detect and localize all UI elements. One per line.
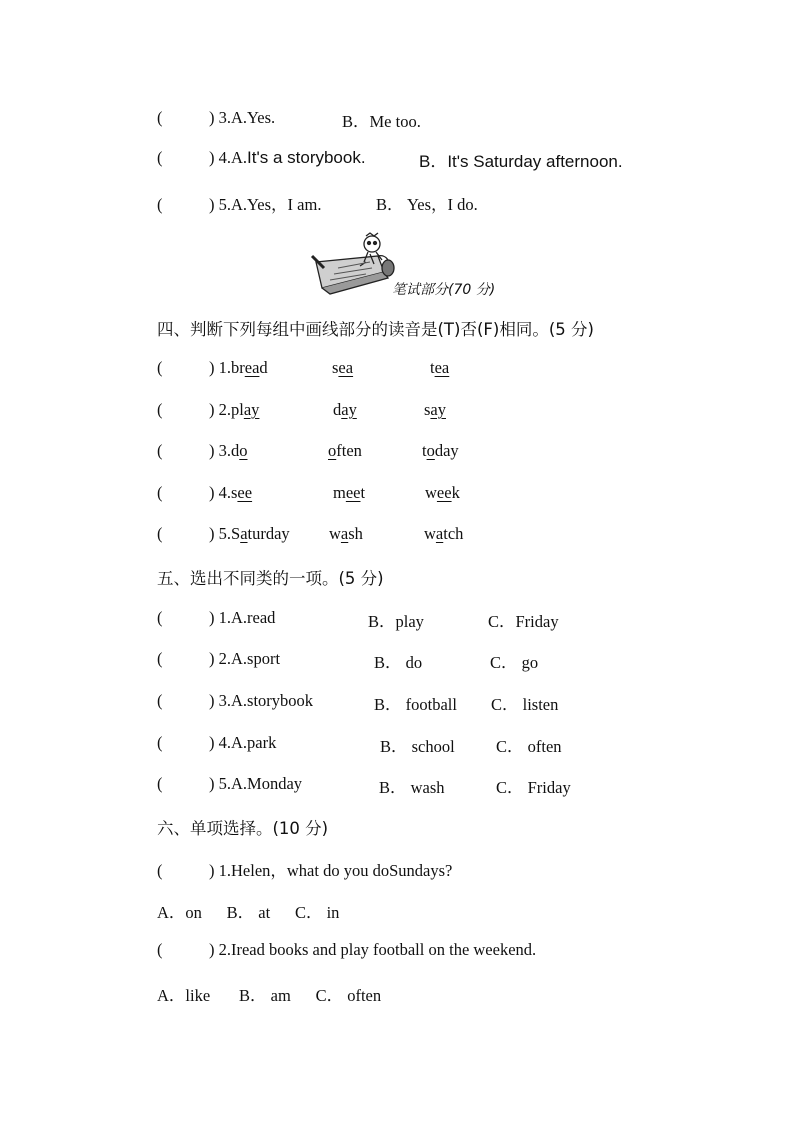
word-part: tch: [443, 524, 464, 543]
word-part: t: [360, 483, 366, 502]
option-c: C．Friday: [488, 612, 559, 631]
section-6-options-2: A．like B． am C． often: [157, 986, 382, 1005]
answer-blank[interactable]: (: [157, 441, 163, 460]
option-a: It's a storybook.: [247, 148, 366, 167]
option-b: B． wash: [379, 778, 445, 797]
word-part: br: [231, 358, 245, 377]
underlined-letters: a: [340, 524, 349, 543]
question-text: ) 1.Helen，what do you doSundays?: [209, 861, 453, 880]
answer-blank[interactable]: (: [157, 195, 163, 214]
question-3-5: [157, 191, 478, 215]
section-4-title: 四、判断下列每组中画线部分的读音是(T)否(F)相同。(5 分): [157, 320, 594, 339]
section-4-row: [157, 400, 446, 420]
word-2: [333, 483, 365, 503]
question-number: ) 2.: [209, 400, 231, 419]
underlined-letters: ay: [341, 400, 357, 419]
underlined-letters: ea: [244, 358, 260, 377]
word-part: d: [333, 400, 342, 419]
answer-blank[interactable]: (: [157, 691, 163, 710]
underlined-letters: o: [426, 441, 435, 460]
word-part: t: [422, 441, 427, 460]
question-number: ) 3.: [209, 441, 231, 460]
section-5-row: [157, 691, 559, 714]
section-6-question-1: [157, 857, 452, 881]
option-c: C． often: [496, 737, 562, 756]
option-c: C． listen: [491, 695, 559, 714]
section-5-row: [157, 733, 562, 756]
option-b: B． do: [374, 653, 423, 672]
option-b: B．It's Saturday afternoon.: [419, 152, 623, 171]
option-c: C． go: [490, 653, 539, 672]
word-part: w: [424, 524, 436, 543]
option-b: B． football: [374, 695, 457, 714]
word-part: turday: [247, 524, 290, 543]
answer-blank[interactable]: (: [157, 649, 163, 668]
underlined-letters: ea: [434, 358, 450, 377]
word-2: [332, 358, 353, 378]
option-b: B．play: [368, 612, 424, 631]
section-4-row: [157, 524, 464, 544]
question-3-3: [157, 108, 421, 131]
word-part: t: [430, 358, 435, 377]
section-6-options-1: A．on B． at C． in: [157, 903, 340, 922]
section-4-row: [157, 358, 450, 378]
question-text: ) 2.Iread books and play football on the weekend.: [209, 940, 537, 959]
answer-blank[interactable]: (: [157, 608, 163, 627]
underlined-letters: ay: [243, 400, 260, 419]
option-b: B．Me too.: [342, 112, 421, 131]
answer-blank[interactable]: (: [157, 733, 163, 752]
underlined-letters: a: [435, 524, 444, 543]
question-number: ) 5.A.Yes，I am.: [209, 195, 322, 214]
word-3: [424, 524, 463, 544]
word-part: s: [424, 400, 431, 419]
section-5-row: [157, 608, 559, 631]
option-c: C． Friday: [496, 778, 571, 797]
option-a: ) 5.A.Monday: [209, 774, 303, 793]
question-number: ) 4.A.: [209, 148, 248, 167]
option-b: B． Yes，I do.: [376, 195, 478, 214]
section-5-row: [157, 774, 571, 797]
answer-blank[interactable]: (: [157, 108, 163, 127]
word-2: [328, 441, 362, 461]
question-number: ) 4.: [209, 483, 231, 502]
underlined-letters: o: [328, 441, 337, 460]
word-part: k: [451, 483, 460, 502]
word-part: m: [333, 483, 346, 502]
option-a: ) 2.A.sport: [209, 649, 281, 668]
word-part: s: [231, 483, 238, 502]
written-part-label: 笔试部分(70 分): [392, 282, 496, 298]
answer-blank[interactable]: (: [157, 524, 163, 543]
word-part: sh: [348, 524, 363, 543]
underlined-letters: ee: [436, 483, 452, 502]
section-4-row: [157, 483, 460, 503]
answer-blank[interactable]: (: [157, 861, 163, 880]
underlined-letters: ay: [430, 400, 446, 419]
word-3: [425, 483, 460, 503]
option-b: B． school: [380, 737, 455, 756]
word-3: [422, 441, 459, 461]
word-part: S: [231, 524, 241, 543]
section-5-row: [157, 649, 539, 672]
word-3: [424, 400, 446, 420]
word-part: d: [259, 358, 268, 377]
word-part: w: [425, 483, 437, 502]
answer-blank[interactable]: (: [157, 483, 163, 502]
underlined-letters: ee: [345, 483, 361, 502]
answer-blank[interactable]: (: [157, 774, 163, 793]
option-a: ) 1.A.read: [209, 608, 276, 627]
underlined-letters: ee: [237, 483, 253, 502]
section-6-question-2: [157, 940, 536, 960]
word-3: [430, 358, 449, 378]
answer-blank[interactable]: (: [157, 148, 163, 167]
question-3-4: [157, 148, 623, 171]
section-4-row: [157, 441, 459, 461]
answer-blank[interactable]: (: [157, 358, 163, 377]
answer-blank[interactable]: (: [157, 940, 163, 959]
word-part: pl: [231, 400, 244, 419]
answer-blank[interactable]: (: [157, 400, 163, 419]
question-number: ) 5.: [209, 524, 231, 543]
underlined-letters: o: [239, 441, 248, 460]
underlined-letters: a: [240, 524, 248, 543]
question-number: ) 3.A.Yes.: [209, 108, 276, 127]
word-part: w: [329, 524, 341, 543]
question-number: ) 1.: [209, 358, 231, 377]
word-part: ften: [336, 441, 362, 460]
word-2: [329, 524, 363, 544]
option-a: ) 4.A.park: [209, 733, 277, 752]
word-part: s: [332, 358, 339, 377]
word-part: d: [231, 441, 240, 460]
underlined-letters: ea: [338, 358, 354, 377]
word-2: [333, 400, 357, 420]
section-5-title: 五、选出不同类的一项。(5 分): [157, 569, 384, 588]
word-part: day: [434, 441, 459, 460]
option-a: ) 3.A.storybook: [209, 691, 314, 710]
section-6-title: 六、单项选择。(10 分): [157, 819, 329, 838]
